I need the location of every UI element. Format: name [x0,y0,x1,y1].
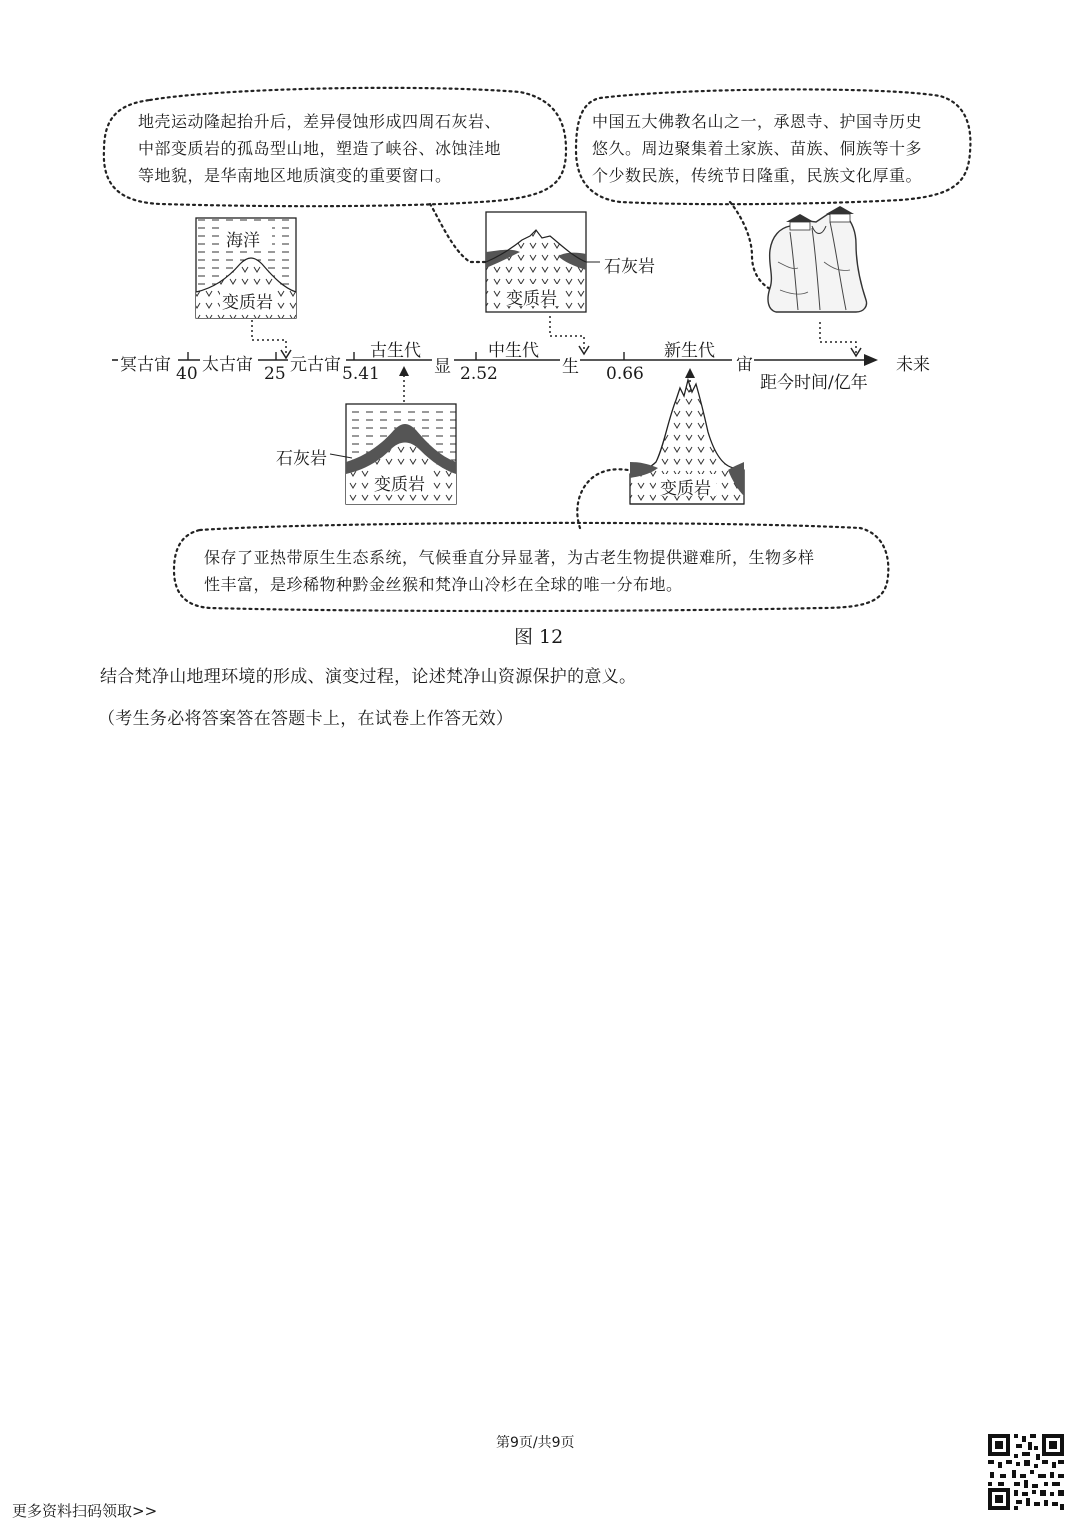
panel4-metamorphic-label: 变质岩 [660,479,711,499]
bubble-bottom-text [204,544,815,598]
panel3-limestone-label: 石灰岩 [276,449,327,469]
bubble-top-left-line-2: 中部变质岩的孤岛型山地，塑造了峡谷、冰蚀洼地 [138,139,502,158]
tick-2.52: 2.52 [460,364,498,384]
question-prompt: 结合梵净山地理环境的形成、演变过程，论述梵净山资源保护的意义。 [100,667,637,687]
bubble-top-right-line-1: 中国五大佛教名山之一，承恩寺、护国寺历史 [592,112,923,131]
panel1-metamorphic-label: 变质岩 [222,293,273,313]
bubble-top-right-line-3: 个少数民族，传统节日隆重，民族文化厚重。 [592,166,923,185]
eon-phanerozoic-3: 宙 [736,355,753,375]
panel2-limestone-label: 石灰岩 [604,257,655,277]
eon-hadean: 冥古宙 [120,355,171,375]
era-paleozoic: 古生代 [370,341,421,361]
panel2-metamorphic-label: 变质岩 [506,289,557,309]
eon-phanerozoic-2: 生 [562,357,579,377]
page-number: 第9页/共9页 [496,1435,575,1451]
eon-archean: 太古宙 [202,355,253,375]
tick-25: 25 [264,364,286,384]
timeline-axis-label: 距今时间/亿年 [760,373,868,393]
qr-code-graphic [986,1432,1066,1512]
era-cenozoic: 新生代 [664,341,715,361]
bubble-top-left-text [138,108,501,189]
eon-phanerozoic-1: 显 [434,357,451,377]
tick-5.41: 5.41 [342,364,380,384]
timeline-future-label: 未来 [896,355,930,375]
bubble-top-right-line-2: 悠久。周边聚集着土家族、苗族、侗族等十多 [592,139,923,158]
era-mesozoic: 中生代 [488,341,539,361]
connector-panel3-arrowhead [399,366,409,376]
panel1-ocean-label: 海洋 [226,231,260,251]
panel3-metamorphic-label: 变质岩 [374,475,425,495]
connector-panel4-arrowhead [685,368,695,378]
more-resources-link[interactable]: 更多资料扫码领取>> [12,1502,158,1520]
tick-0.66: 0.66 [606,364,644,384]
figure-caption: 图 12 [514,626,564,648]
bubble-bottom-line-2: 性丰富，是珍稀物种黔金丝猴和梵净山冷杉在全球的唯一分布地。 [204,575,683,594]
tick-40: 40 [176,364,198,384]
bubble-bottom-line-1: 保存了亚热带原生生态系统，气候垂直分异显著，为古老生物提供避难所，生物多样 [204,548,815,567]
figure-12 [0,0,1080,660]
connector-temple [820,322,856,354]
eon-proterozoic: 元古宙 [290,355,341,375]
temple-cliff-icon [768,206,867,312]
qr-code-icon[interactable] [986,1432,1066,1512]
bubble-top-left-line-3: 等地貌，是华南地区地质演变的重要窗口。 [138,166,452,185]
bubble-top-left-line-1: 地壳运动隆起抬升后，差异侵蚀形成四周石灰岩、 [138,112,502,131]
bubble-top-right-text [592,108,922,189]
question-note: （考生务必将答案答在答题卡上，在试卷上作答无效） [98,709,514,729]
